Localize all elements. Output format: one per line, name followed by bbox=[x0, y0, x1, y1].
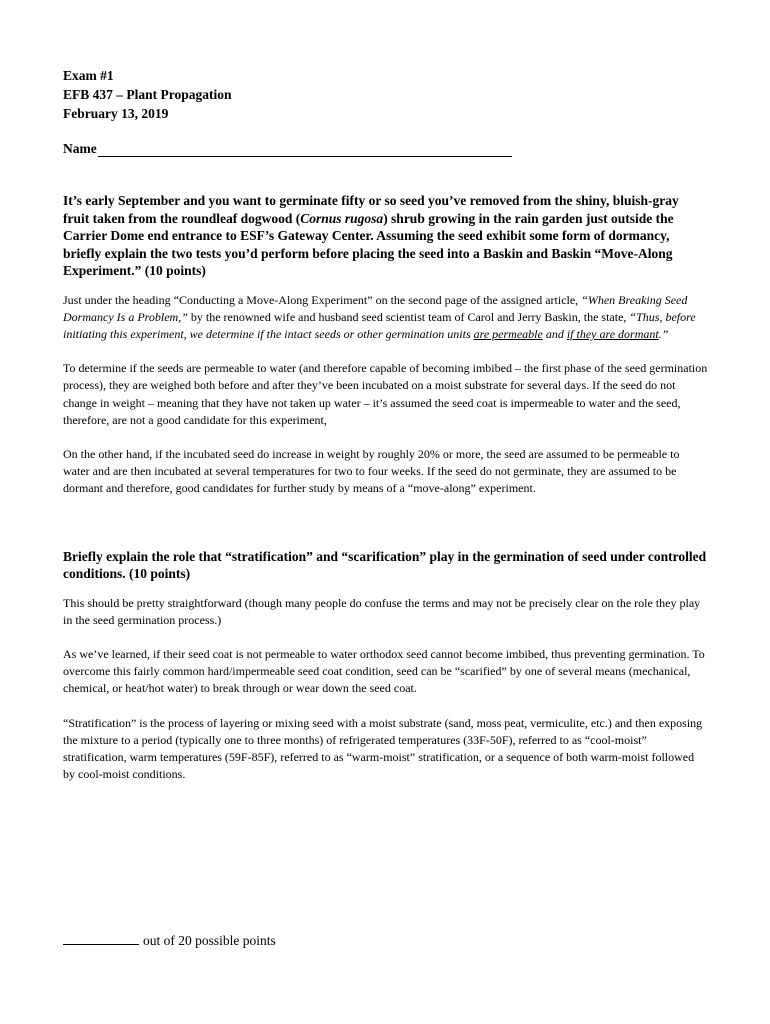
name-label: Name bbox=[63, 141, 97, 156]
question-1-answer-paragraph-2: To determine if the seeds are permeable to water (and therefore capable of becoming imbibed – the first phase of the seed germination process), they are weighed both before and after they’ve been incubated on a moist substrate for several days. If the seed do not change in weight – meaning that they have not taken up water – it’s assumed the seed coat is impermeable to water and the seed, therefore, are not a good candidate for this experiment, bbox=[63, 361, 708, 427]
question-1-answer-paragraph-1: Just under the heading “Conducting a Move-Along Experiment” on the second page of the assigned article, “When Breaking Seed Dormancy Is a Problem,” by the renowned wife and husband seed scientist team of Carol and Jerry Baskin, the state, “Thus, before initiating this experiment, we determine if the intact seeds or other germination units are permeable and if they are dormant.” bbox=[63, 292, 696, 341]
species-name: Cornus rugosa bbox=[300, 210, 384, 226]
score-label: out of 20 possible points bbox=[143, 933, 276, 948]
name-field-line[interactable] bbox=[98, 142, 512, 157]
score-blank-line[interactable] bbox=[63, 932, 139, 945]
exam-number: Exam #1 bbox=[63, 68, 114, 83]
question-1-prompt: It’s early September and you want to germinate fifty or so seed you’ve removed from the shiny, bluish-gray fruit taken from the roundleaf dogwood (Cornus rugosa) shrub growing in the rain garden just outside the Carrier Dome end entrance to ESF’s Gateway Center. Assuming the seed exhibit some form of dormancy, briefly explain the two tests you’d perform before placing the seed into a Baskin and Baskin “Move-Along Experiment.” (10 points) bbox=[63, 193, 679, 278]
question-2-answer-paragraph-1: This should be pretty straightforward (though many people do confuse the terms and may not be precisely clear on the role they play in the seed germination process.) bbox=[63, 595, 701, 627]
question-2-answer-paragraph-2: As we’ve learned, if their seed coat is not permeable to water orthodox seed cannot become imbibed, thus preventing germination. To overcome this fairly common hard/impermeable seed coat condition, seed can be “scarified” by one of several means (mechanical, chemical, or heat/hot water) to break through or wear down the seed coat. bbox=[63, 646, 705, 696]
quote: “Thus, before initiating this experiment, we determine if the intact seeds or other germination units are permeable and if they are dormant.” bbox=[63, 309, 696, 341]
question-1-answer-paragraph-3: On the other hand, if the incubated seed do increase in weight by roughly 20% or more, the seed are assumed to be permeable to water and are then incubated at several temperatures for two to four weeks. If the seed do not germinate, they are assumed to be dormant and therefore, good candidates for further study by means of a “move-along” experiment. bbox=[63, 446, 680, 496]
exam-date: February 13, 2019 bbox=[63, 106, 169, 121]
article-title: “When Breaking Seed Dormancy Is a Problem,” bbox=[63, 292, 688, 324]
name-row bbox=[63, 141, 708, 157]
course-title: EFB 437 – Plant Propagation bbox=[63, 87, 232, 102]
question-2-answer-paragraph-3: “Stratification” is the process of layering or mixing seed with a moist substrate (sand, moss peat, vermiculite, etc.) and then exposing the mixture to a period (typically one to three months) of refrigerated temperatures (33F-50F), referred to as “cool-moist” stratification, warm temperatures (59F-85F), referred to as “warm-moist” stratification, or a sequence of both warm-moist followed by cool-moist conditions. bbox=[63, 715, 703, 782]
question-2-prompt: Briefly explain the role that “stratification” and “scarification” play in the germination of seed under controlled conditions. (10 points) bbox=[63, 548, 707, 582]
score-row bbox=[63, 932, 276, 949]
document-body bbox=[63, 66, 708, 783]
